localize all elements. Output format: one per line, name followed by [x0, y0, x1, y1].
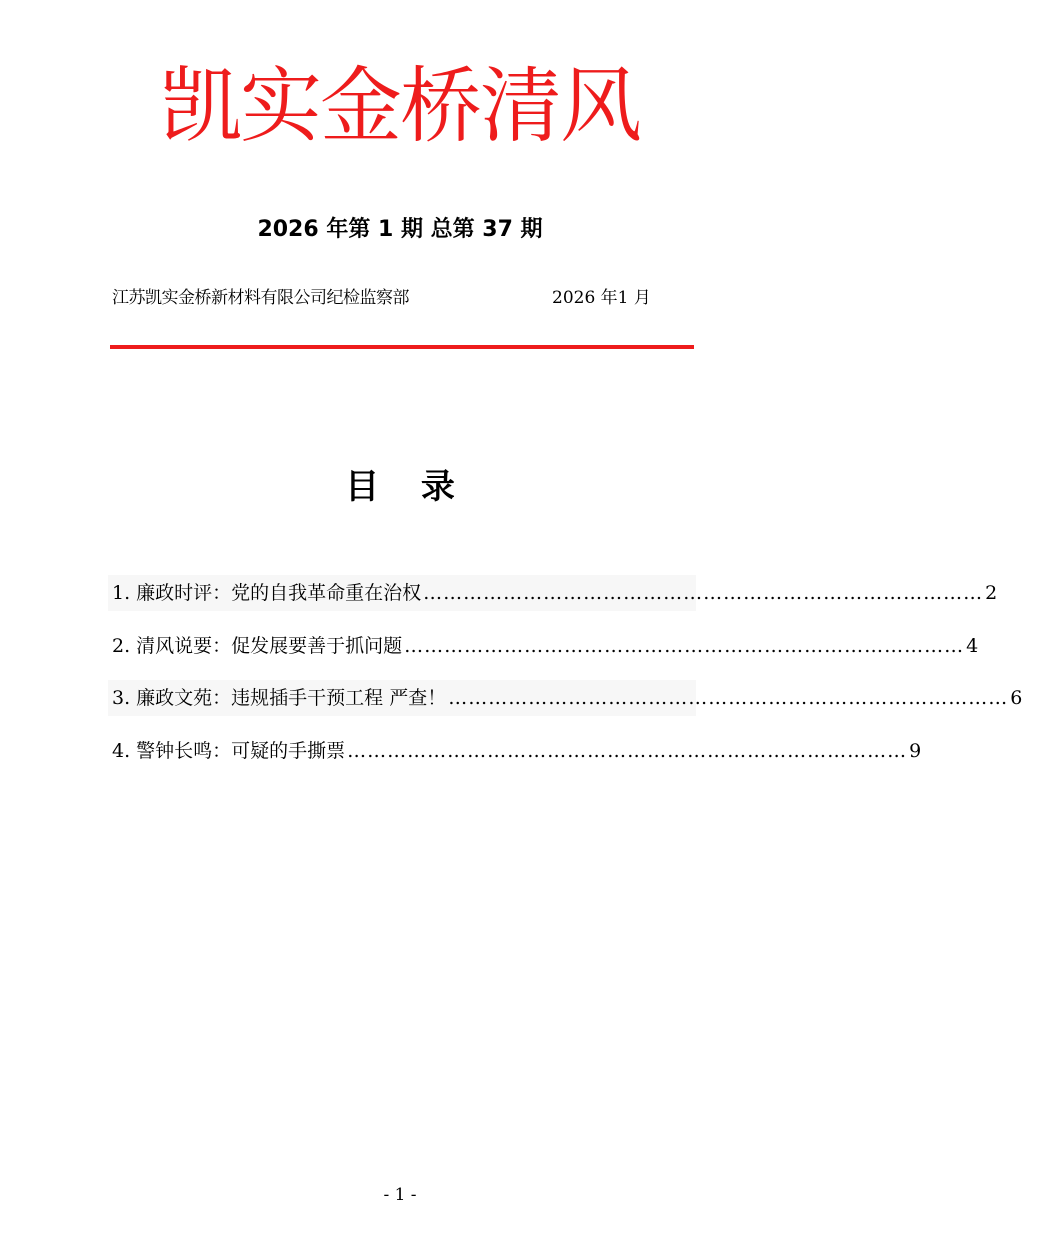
toc-leader-dots: …………………………………………………………………………: [423, 582, 984, 604]
publisher-name: 江苏凯实金桥新材料有限公司纪检监察部: [112, 288, 409, 308]
page-number: - 1 -: [383, 1185, 417, 1205]
toc-entry-title: 1. 廉政时评：党的自我革命重在治权: [112, 582, 422, 604]
toc-entry-title: 4. 警钟长鸣：可疑的手撕票: [112, 739, 346, 762]
toc-entry-title: 3. 廉政文苑：违规插手干预工程 严查！: [112, 687, 447, 709]
toc-entry-page: 4: [966, 634, 979, 657]
masthead-title: 凯实金桥清风: [159, 59, 640, 154]
toc-title: 目 录: [345, 467, 455, 507]
toc-leader-dots: …………………………………………………………………………: [448, 687, 1009, 709]
toc-entry[interactable]: [108, 628, 979, 664]
red-divider: [110, 345, 694, 349]
toc-leader-dots: …………………………………………………………………………: [347, 739, 908, 762]
issue-number: 2026 年第 1 期 总第 37 期: [257, 217, 543, 242]
toc-entry-page: 2: [985, 582, 998, 604]
toc-entry[interactable]: [108, 680, 1023, 716]
toc-entry-title: 2. 清风说要：促发展要善于抓问题: [112, 634, 403, 657]
toc-entry[interactable]: [108, 575, 998, 611]
toc-entry-page: 9: [909, 739, 922, 762]
publication-date: 2026 年1 月: [552, 288, 651, 308]
table-of-contents: [108, 575, 1023, 785]
toc-entry-page: 6: [1010, 687, 1023, 709]
toc-entry[interactable]: [108, 733, 922, 769]
toc-leader-dots: …………………………………………………………………………: [404, 634, 965, 657]
